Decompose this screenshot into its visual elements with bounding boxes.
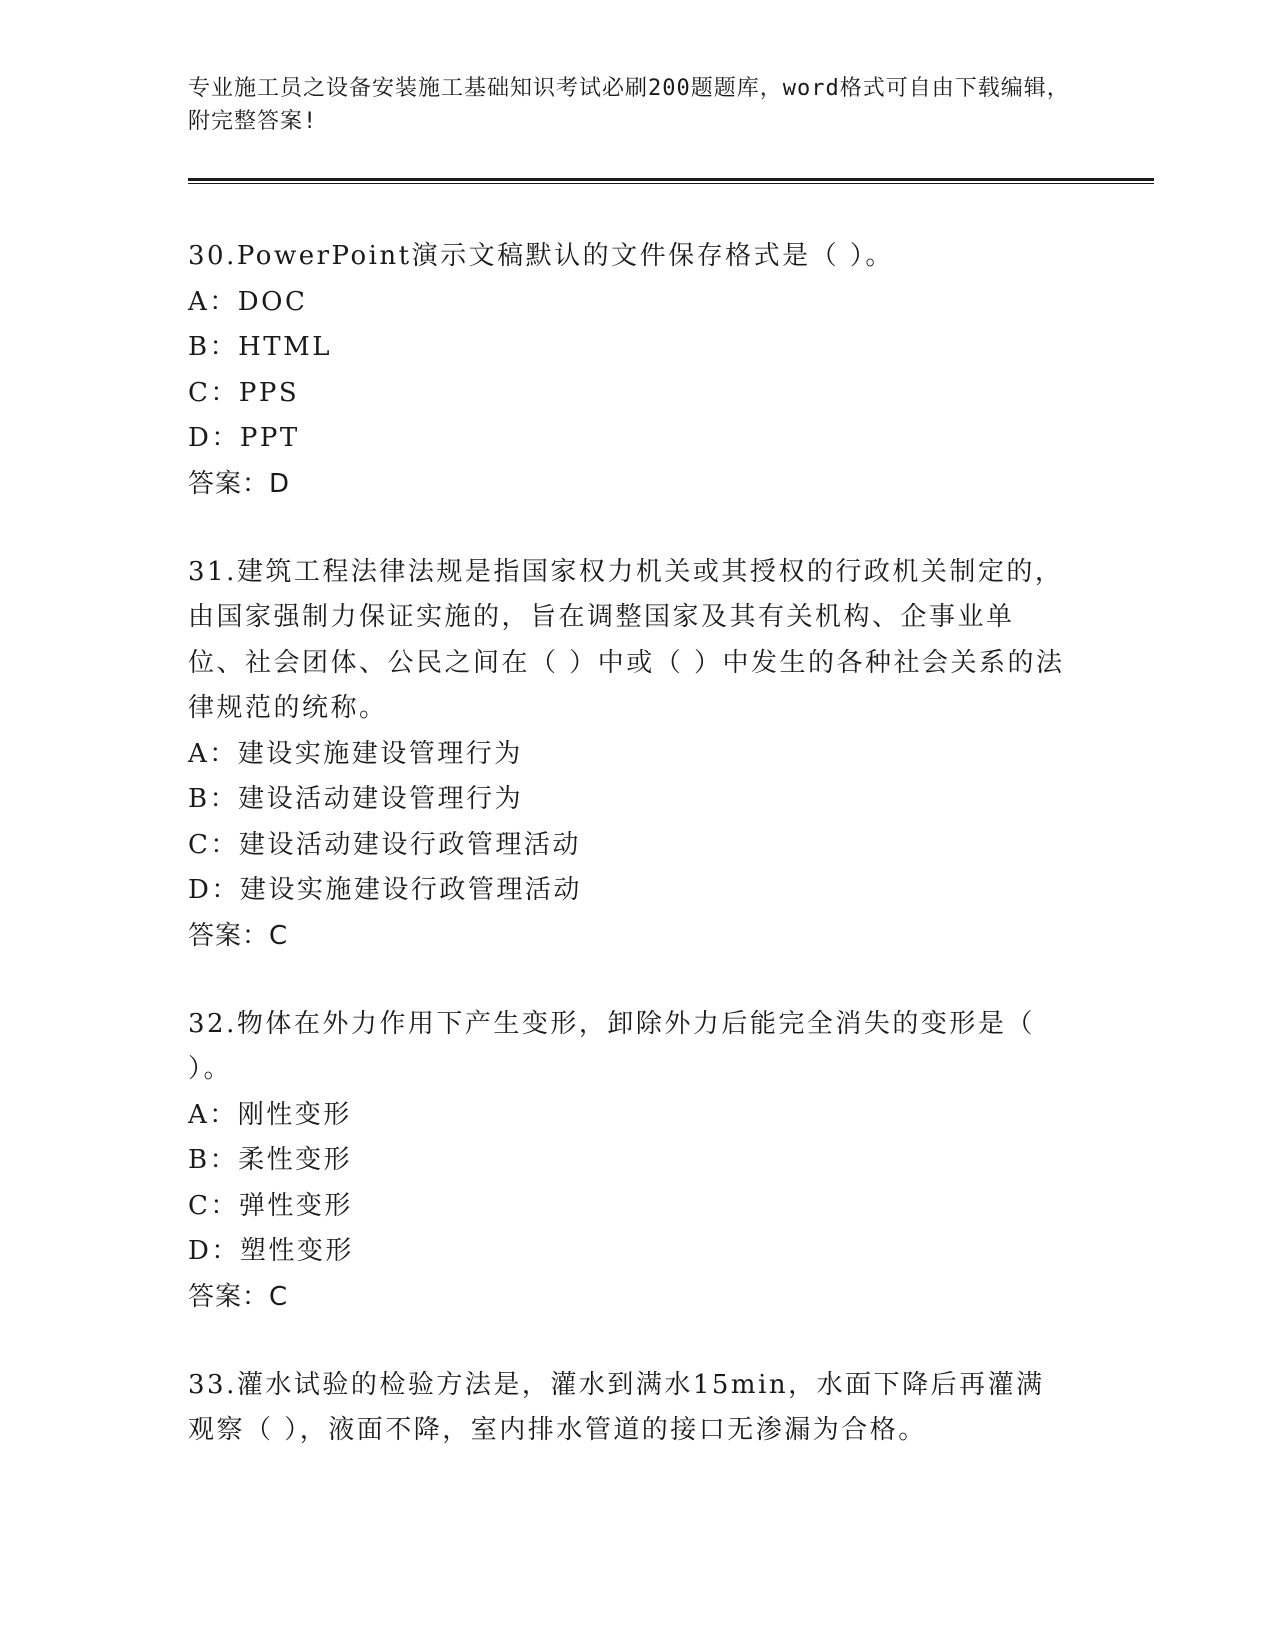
- option-c: C：PPS: [188, 377, 300, 408]
- option-d: D：建设实施建设行政管理活动: [188, 875, 582, 905]
- answer-line: 答案：D: [188, 468, 291, 499]
- option-a: A：DOC: [188, 286, 308, 317]
- option-c: C：建设活动建设行政管理活动: [188, 829, 581, 860]
- option-b: B：建设活动建设管理行为: [188, 784, 524, 814]
- option-c: C：弹性变形: [188, 1190, 353, 1221]
- question-30: [188, 234, 1068, 506]
- option-a: A：建设实施建设管理行为: [188, 738, 523, 769]
- header-divider-thick: [188, 178, 1154, 181]
- option-b: B：HTML: [188, 332, 333, 362]
- question-stem: 32.物体在外力作用下产生变形，卸除外力后能完全消失的变形是（ ）。: [188, 1008, 1035, 1084]
- option-d: D：塑性变形: [188, 1236, 354, 1266]
- answer-line: 答案：C: [188, 1281, 289, 1312]
- header-divider-thin: [188, 183, 1154, 184]
- question-stem: 30.PowerPoint演示文稿默认的文件保存格式是（ ）。: [188, 241, 894, 271]
- option-a: A：刚性变形: [188, 1099, 352, 1130]
- question-32: [188, 1002, 1068, 1319]
- option-b: B：柔性变形: [188, 1145, 353, 1175]
- question-list: [188, 234, 1068, 1498]
- question-33: [188, 1363, 1068, 1454]
- document-header: 专业施工员之设备安装施工基础知识考试必刷200题题库，word格式可自由下载编辑，附完整答案!: [188, 76, 1070, 134]
- option-d: D：PPT: [188, 423, 300, 453]
- question-stem: 33.灌水试验的检验方法是，灌水到满水15min，水面下降后再灌满观察（ ），液面不降，室内排水管道的接口无渗漏为合格。: [188, 1369, 1045, 1445]
- answer-line: 答案：C: [188, 920, 289, 951]
- question-stem: 31.建筑工程法律法规是指国家权力机关或其授权的行政机关制定的，由国家强制力保证实施的，旨在调整国家及其有关机构、企事业单位、社会团体、公民之间在（ ）中或（ ）中发生的各种社会关系的法律规范的统称。: [188, 556, 1065, 723]
- question-31: [188, 550, 1068, 958]
